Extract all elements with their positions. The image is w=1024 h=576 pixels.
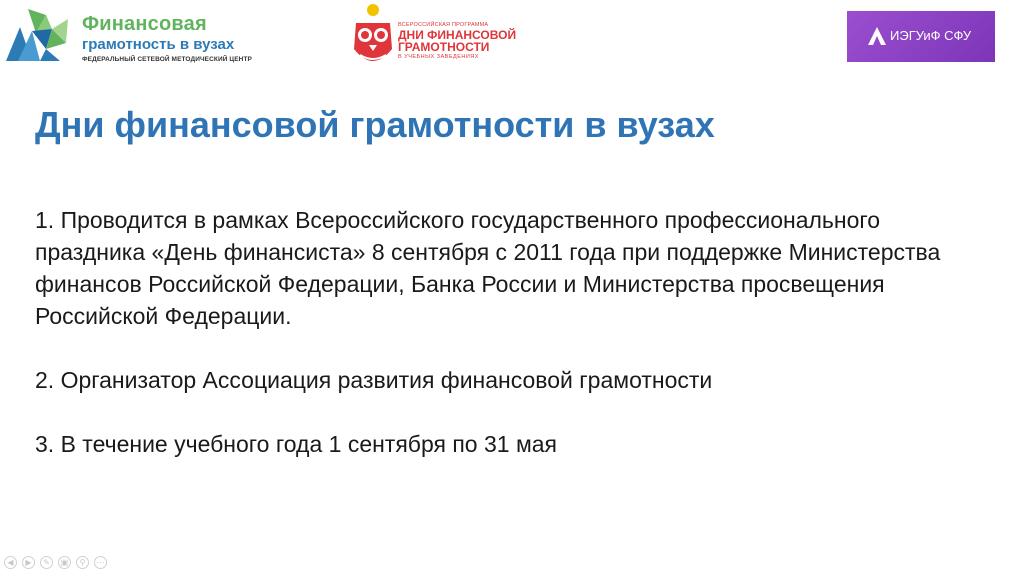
list-item: 1. Проводится в рамках Всероссийского государственного профессионального праздника «День финансиста» 8 сентября с 2011 года при поддержке Министерства финансов Российской Федерации, Банка России и Министерства просвещения Российской Федерации. (35, 207, 941, 329)
presentation-controls (4, 556, 107, 572)
logo-subtitle: ФЕДЕРАЛЬНЫЙ СЕТЕВОЙ МЕТОДИЧЕСКИЙ ЦЕНТР (82, 56, 252, 63)
slides-icon[interactable]: ▣ (58, 556, 71, 569)
logo-title-line2: грамотность в вузах (82, 36, 235, 53)
pen-icon[interactable]: ✎ (40, 556, 53, 569)
institute-mark-icon (867, 26, 887, 46)
mosaic-logo-icon (6, 9, 68, 61)
previous-icon[interactable]: ◀ (4, 556, 17, 569)
list-item: 3. В течение учебного года 1 сентября по 31 мая (35, 431, 558, 457)
slide-title: Дни финансовой грамотности в вузах (35, 104, 715, 145)
institute-name: ИЭГУиФ СФУ (890, 28, 972, 43)
owl-logo-icon (352, 3, 394, 69)
program-title-line2: ГРАМОТНОСТИ (398, 40, 490, 54)
logo-financial-literacy-universities (6, 9, 276, 63)
logo-institute (847, 11, 995, 62)
logo-title-line1: Финансовая (82, 13, 207, 35)
logo-financial-literacy-days (352, 3, 542, 69)
slide-body (35, 204, 995, 460)
program-label: ВСЕРОССИЙСКАЯ ПРОГРАММА (398, 22, 489, 28)
program-subtitle: В УЧЕБНЫХ ЗАВЕДЕНИЯХ (398, 54, 479, 60)
zoom-icon[interactable]: ⚲ (76, 556, 89, 569)
next-icon[interactable]: ▶ (22, 556, 35, 569)
list-item: 2. Организатор Ассоциация развития финансовой грамотности (35, 367, 713, 393)
more-icon[interactable]: ⋯ (94, 556, 107, 569)
program-title-line1: ДНИ ФИНАНСОВОЙ (398, 28, 517, 42)
